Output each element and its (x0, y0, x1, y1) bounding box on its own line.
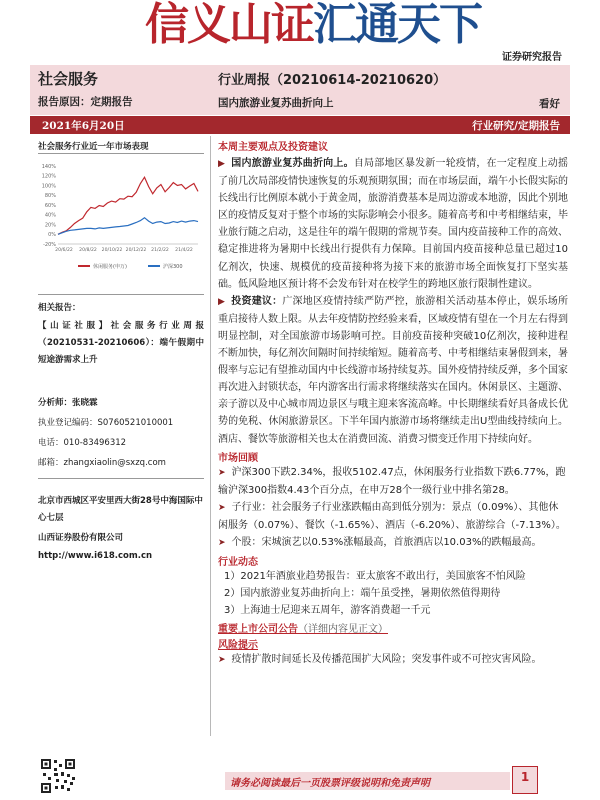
related-reports-title: 相关报告： (38, 303, 81, 313)
news-item[interactable]: 2）国内旅游业复苏曲折向上：端午虽受挫，暑期依然值得期待 (224, 588, 501, 600)
x-tick-label: 20/6/22 (55, 248, 73, 253)
divider (38, 478, 204, 479)
paragraph-outlook (218, 155, 568, 293)
report-kind: 证券研究报告 (502, 52, 562, 63)
chart-title: 社会服务行业近一年市场表现 (38, 142, 149, 152)
column-divider (210, 136, 211, 736)
arrow-icon: ➤ (218, 467, 226, 478)
x-tick-label: 20/8/22 (79, 248, 97, 253)
market-item-index: ➤ 沪深300下跌2.34%，报收5102.47点，休闲服务行业指数下跌6.77%，跑输沪深300指数4.43个百分点，在申万28个一级行业中排名第28。 (218, 466, 566, 496)
y-tick-label: 60% (44, 202, 56, 209)
paragraph-advice (218, 293, 568, 448)
divider (38, 294, 204, 295)
market-item-stocks: ➤ 个股：宋城演艺以0.53%涨幅最高，首旅酒店以10.03%的跌幅最高。 (218, 536, 542, 548)
news-item[interactable]: 1）2021年酒旅业趋势报告：亚太旅客不敢出行，美国旅客不怕风险 (224, 571, 526, 583)
email-address[interactable]: 邮箱：zhangxiaolin@sxzq.com (38, 458, 166, 468)
paragraph-body: 广深地区疫情持续严防严控，旅游相关活动基本停止，娱乐场所重启接待人数上限。从去年疫情防控经验来看，区域疫情有望在一个月左右得到明显控制，对全国旅游市场影响可控。目前疫苗接种突破10亿剂次，接种进程不断加快，每亿剂次间隔时间持续缩短。随着高考、中考相继结束暑假到来，暑假率与忘记有望推动国内中长线游市场持续复苏。国外疫情持续反弹，多个国家再次进入封锁状态，年内游客出行需求将继续落实在国内。休闲景区、主题游、亲子游以及中心城市周边景区与哦主迎来客流高峰。中长期继续看好具备成长优势的免税、休闲旅游景区。下半年国内旅游市场将继续走出U型曲线持续向上。酒店、餐饮等旅游相关也太在消费回流、消费习惯变迁作用下持续向好。 (218, 295, 569, 445)
brand-slogan-part2: 汇通天下 (313, 0, 481, 50)
paragraph-lead: 投资建议： (231, 295, 283, 307)
x-tick-label: 20/12/22 (125, 248, 147, 253)
report-date: 2021年6月20日 (42, 120, 125, 132)
market-item-subsector: ➤ 子行业：社会服务子行业涨跌幅由高到低分别为：景点（0.09%）、其他休闲服务（0.07%）、餐饮（-1.65%）、酒店（-6.20%）、旅游综合（-7.13%）。 (218, 501, 566, 531)
performance-chart (38, 158, 204, 276)
weekly-title: 行业周报（20210614-20210620） (218, 73, 447, 88)
y-tick-label: 140% (41, 163, 56, 170)
paragraph-lead: 国内旅游业复苏曲折向上。 (231, 158, 354, 169)
brand-slogan-part1: 信义山证 (145, 0, 313, 50)
y-tick-label: 100% (41, 183, 56, 190)
qr-code-icon (40, 758, 76, 794)
company-name: 山西证券股份有限公司 (38, 533, 124, 543)
section-title-risk: 风险提示 (218, 640, 258, 652)
news-item[interactable]: 3）上海迪士尼迎来五周年，游客消费超一千元 (224, 605, 431, 617)
x-tick-label: 21/2/22 (151, 248, 169, 253)
report-reason: 报告原因：定期报告 (38, 96, 133, 108)
section-title-news: 行业动态 (218, 557, 258, 569)
y-tick-label: -20% (43, 241, 56, 248)
arrow-icon: ➤ (218, 537, 226, 548)
bullet-icon: ▶ (218, 296, 232, 307)
legend-label: 沪深300 (163, 263, 183, 270)
brand-slogan (145, 0, 481, 52)
y-tick-label: 0% (48, 232, 56, 239)
section-title-announcements: 重要上市公司公告（详细内容见正文） (218, 624, 388, 636)
paragraph-body: 自局部地区暴发新一轮疫情，在一定程度上动摇了前几次局部疫情快速恢复的乐观预期氛围；而在市场层面，端午小长假实际的长线出行比例原本就小于黄金周，旅游消费基本是周边游或本地游，因此个别地区的疫情反复对于整个市场的实际影响会小很多。随着高考和中考相继结束，毕业旅行随之启动，这是往年的端午假期的常规节奏。国内疫苗接种工作的高效、稳定推进将为暑期中长线出行提供有力保障。目前国内疫苗接种总量已超过10亿剂次，快速、规模优的疫苗接种将为接下来的旅游市场全面恢复打下坚实基础。低风险地区预计将不会发布针对在校学生的跨地区旅行限制性建议。 (218, 158, 569, 290)
analyst-name: 分析师：张晓霖 (38, 398, 98, 408)
x-tick-label: 20/10/22 (101, 248, 123, 253)
company-website[interactable]: http://www.i618.com.cn (38, 551, 153, 561)
y-tick-label: 40% (44, 212, 56, 219)
report-category: 行业研究/定期报告 (472, 120, 560, 132)
main-content (218, 138, 568, 669)
report-headline: 国内旅游业复苏曲折向上 (218, 97, 334, 109)
y-tick-label: 80% (44, 193, 56, 200)
y-tick-label: 120% (41, 173, 56, 180)
risk-item: ➤ 疫情扩散时间延长及传播范围扩大风险；突发事件或不可控灾害风险。 (218, 654, 542, 666)
page-number: 1 (520, 770, 530, 784)
arrow-icon: ➤ (218, 502, 226, 513)
bullet-icon: ▶ (218, 159, 232, 169)
legend-label: 休闲服务(申万) (93, 263, 127, 270)
arrow-icon: ➤ (218, 655, 226, 666)
section-title-market: 市场回顾 (218, 452, 258, 464)
x-tick-label: 21/4/22 (175, 248, 193, 253)
related-report-link[interactable]: 【山证社服】社会服务行业周报（20210531-20210606）：端午假期中短途游需求上升 (38, 321, 204, 365)
phone-number: 电话：010-83496312 (38, 438, 127, 448)
sector-title: 社会服务 (38, 70, 99, 88)
disclaimer-link[interactable]: 请务必阅读最后一页股票评级说明和免责声明 (230, 778, 430, 789)
registration-code: 执业登记编码：S0760521010001 (38, 418, 174, 428)
y-tick-label: 20% (44, 222, 56, 229)
divider (38, 153, 204, 154)
rating-badge: 看好 (539, 98, 560, 110)
section-title-views: 本周主要观点及投资建议 (218, 142, 328, 153)
company-address: 北京市西城区平安里西大街28号中海国际中心七层 (38, 496, 203, 523)
